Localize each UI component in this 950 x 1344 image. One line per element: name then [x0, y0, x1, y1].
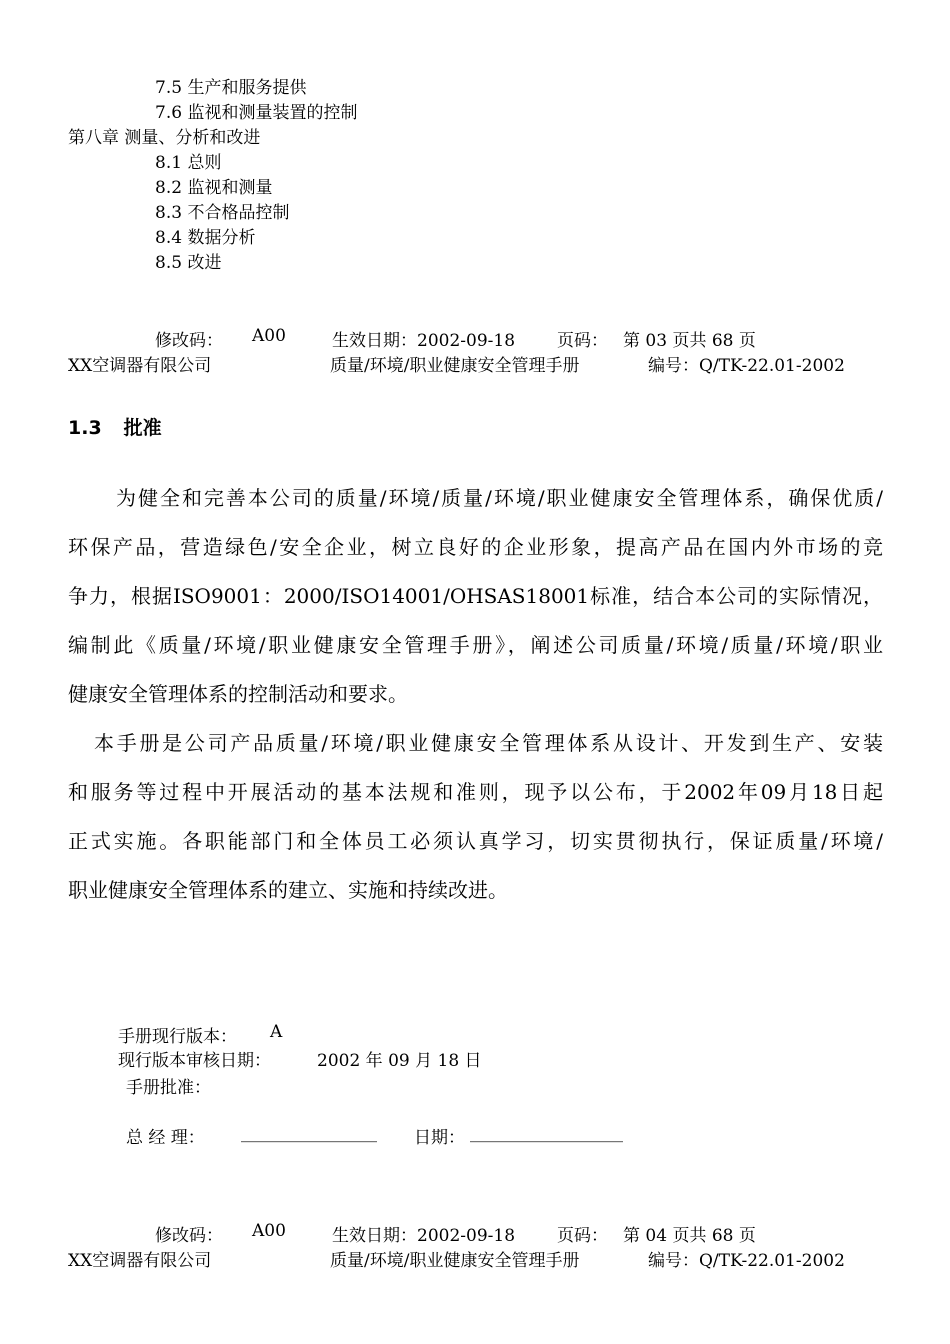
- version-value: A: [270, 1022, 283, 1042]
- review-date-value: 2002 年 09 月 18 日: [317, 1051, 482, 1071]
- approval-paragraph-1: [68, 474, 883, 719]
- effective-date: 生效日期：2002-09-18: [332, 331, 516, 351]
- sign-date-label: 日期：: [414, 1128, 465, 1148]
- toc-item-7-5: 7.5 生产和服务提供: [155, 78, 307, 98]
- approval-paragraph-2: [68, 719, 883, 915]
- toc-item-8-3: 8.3 不合格品控制: [155, 203, 290, 223]
- general-manager-signature-line[interactable]: ________________: [241, 1123, 377, 1143]
- paragraph-line: 和服务等过程中开展活动的基本法规和准则，现予以公布，于2002年09月18日起: [68, 780, 883, 804]
- section-heading: [68, 413, 162, 440]
- version-label: 手册现行版本：: [118, 1027, 237, 1047]
- toc-item-8-1: 8.1 总则: [155, 153, 222, 173]
- paragraph-line: 环保产品，营造绿色/安全企业，树立良好的企业形象，提高产品在国内外市场的竞: [68, 535, 883, 559]
- toc-chapter-8: 第八章 测量、分析和改进: [68, 128, 261, 148]
- paragraph-line: 为健全和完善本公司的质量/环境/质量/环境/职业健康安全管理体系，确保优质/: [116, 486, 883, 510]
- toc-item-8-5: 8.5 改进: [155, 253, 222, 273]
- page-number: 第 04 页共 68 页: [623, 1226, 756, 1246]
- review-date-label: 现行版本审核日期：: [118, 1051, 271, 1071]
- revision-value: A00: [252, 1221, 286, 1241]
- manual-title: 质量/环境/职业健康安全管理手册: [330, 356, 580, 376]
- document-number: 编号：Q/TK-22.01-2002: [648, 356, 845, 376]
- revision-label: 修改码：: [155, 331, 223, 351]
- general-manager-label: 总 经 理：: [126, 1128, 205, 1148]
- toc-item-8-4: 8.4 数据分析: [155, 228, 256, 248]
- sign-date-line[interactable]: __________________: [470, 1123, 623, 1143]
- section-number: 1.3: [68, 417, 102, 439]
- paragraph-line: 正式实施。各职能部门和全体员工必须认真学习，切实贯彻执行，保证质量/环境/: [68, 829, 883, 853]
- revision-label: 修改码：: [155, 1226, 223, 1246]
- paragraph-line: 本手册是公司产品质量/环境/职业健康安全管理体系从设计、开发到生产、安装: [94, 731, 883, 755]
- paragraph-line: 争力，根据ISO9001：2000/ISO14001/OHSAS18001标准，结合本公司的实际情况，: [68, 584, 883, 608]
- document-number: 编号：Q/TK-22.01-2002: [648, 1251, 845, 1271]
- toc-item-8-2: 8.2 监视和测量: [155, 178, 273, 198]
- paragraph-line: 编制此《质量/环境/职业健康安全管理手册》，阐述公司质量/环境/质量/环境/职业: [68, 633, 883, 657]
- paragraph-line: 健康安全管理体系的控制活动和要求。: [68, 682, 408, 706]
- paragraph-line: 职业健康安全管理体系的建立、实施和持续改进。: [68, 878, 508, 902]
- effective-date: 生效日期：2002-09-18: [332, 1226, 516, 1246]
- page-label: 页码：: [557, 331, 608, 351]
- toc-item-7-6: 7.6 监视和测量装置的控制: [155, 103, 358, 123]
- manual-title: 质量/环境/职业健康安全管理手册: [330, 1251, 580, 1271]
- company-name: XX空调器有限公司: [68, 1251, 212, 1271]
- approve-label: 手册批准：: [126, 1078, 211, 1098]
- section-title: 批准: [123, 417, 162, 439]
- page-label: 页码：: [557, 1226, 608, 1246]
- page-number: 第 03 页共 68 页: [623, 331, 756, 351]
- revision-value: A00: [252, 326, 286, 346]
- company-name: XX空调器有限公司: [68, 356, 212, 376]
